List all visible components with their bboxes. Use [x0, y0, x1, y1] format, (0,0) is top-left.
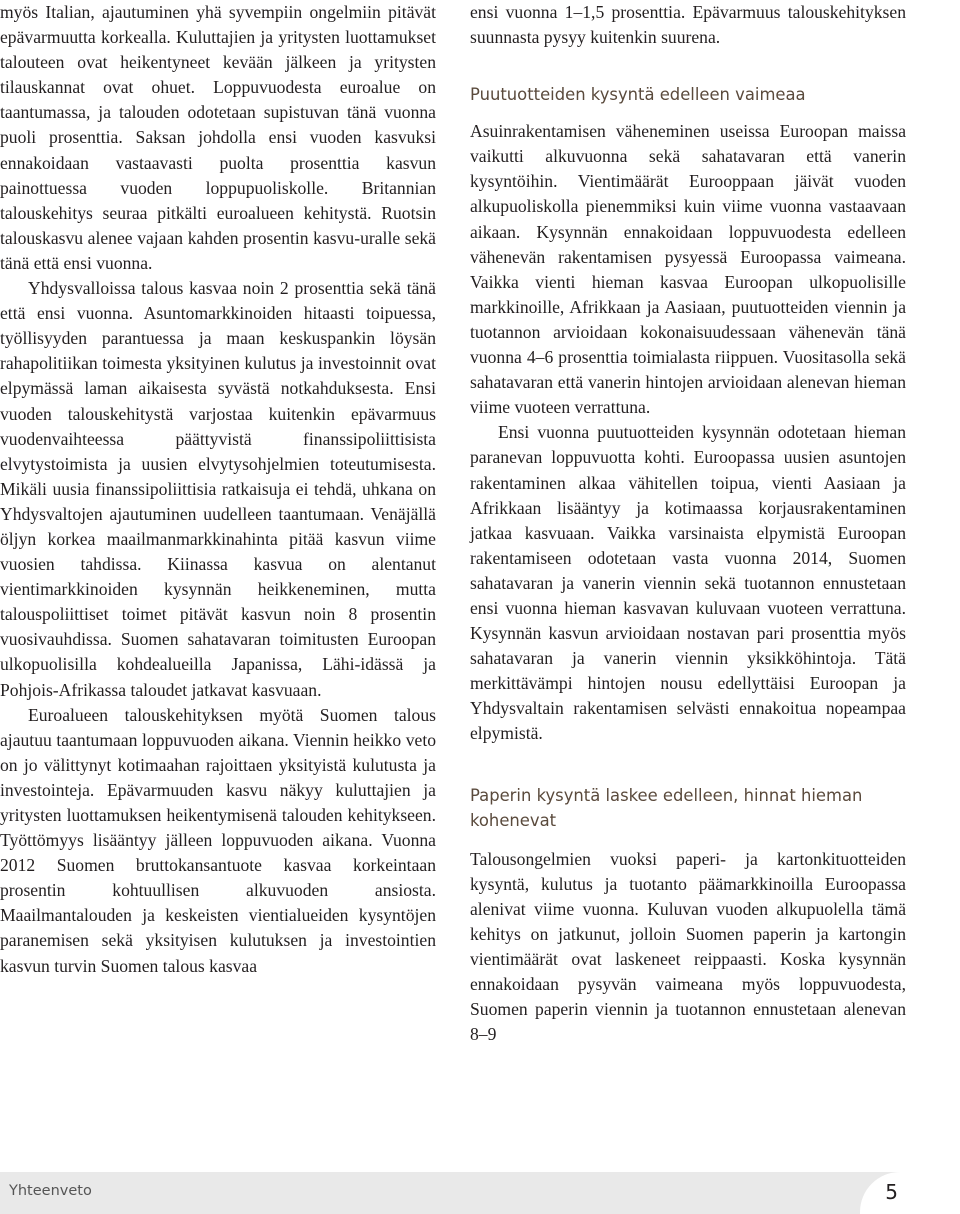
- paragraph: Euroalueen talouskehityksen myötä Suomen talous ajautuu taantumaan loppuvuoden aikana. Viennin heikko veto on jo välittynyt kotimaahan rajoittaen yksityistä kulutusta ja investointeja. Epävarmuuden kasvu näkyy kuluttajien ja yritysten luottamuksen heikentymisenä talouden kehitykseen. Työttömyys lisääntyy jälleen loppuvuoden aikana. Vuonna 2012 Suomen bruttokansantuote kasvaa korkeintaan prosentin kohtuullisen alkuvuoden ansiosta. Maailmantalouden ja keskeisten vientialueiden kysyntöjen paranemisen sekä yksityisen kulutuksen ja investointien kasvun turvin Suomen talous kasvaa: [0, 704, 436, 976]
- page-number-tab: [860, 1172, 960, 1214]
- paragraph: ensi vuonna 1–1,5 prosenttia. Epävarmuus talouskehityksen suunnasta pysyy kuitenkin suurena.: [470, 2, 906, 48]
- left-column: [0, 0, 436, 979]
- paragraph: Ensi vuonna puutuotteiden kysynnän odotetaan hieman paranevan loppuvuotta kohti. Euroopassa uusien asuntojen rakentaminen alkaa vähitellen toipua, vienti Aasiaan ja Afrikkaan lisääntyy ja kotimaassa korjausrakentaminen jatkaa kasvuaan. Vaikka varsinaista elpymistä Euroopan rakentamiseen odotetaan vasta vuonna 2014, Suomen sahatavaran ja vanerin viennin sekä tuotannon ennustetaan ensi vuonna hieman kasvavan kuluvaan vuoteen verrattuna. Kysynnän kasvun arvioidaan nostavan pari prosenttia myös sahatavaran ja vanerin viennin yksikköhintoja. Tätä merkittävämpi hintojen nousu edellyttäisi Euroopan ja Yhdysvaltain rakentamisen selvästi ennakoitua nopeampaa elpymistä.: [470, 422, 906, 744]
- footer-bar: [0, 1172, 960, 1214]
- page-number: 5: [885, 1180, 898, 1204]
- paragraph: myös Italian, ajautuminen yhä syvempiin ongelmiin pitävät epävarmuutta korkealla. Kuluttajien ja yritysten luottamukset talouteen ovat heikentyneet kevään jälkeen ja yritysten tilauskannat ovat ohuet. Loppuvuodesta euroalue on taantumassa, ja talouden odotetaan supistuvan tänä vuonna puoli prosenttia. Saksan johdolla ensi vuoden kasvuksi ennakoidaan vastaavasti puolta prosenttia kasvun painottuessa vuoden loppupuoliskolle. Britannian talouskehitys seuraa pitkälti euroalueen kehitystä. Ruotsin talouskasvu alenee vajaan kahden prosentin kasvu-uralle sekä tänä että ensi vuonna.: [0, 2, 436, 273]
- paragraph: Asuinrakentamisen väheneminen useissa Euroopan maissa vaikutti alkuvuonna sekä sahatavaran että vanerin kysyntöihin. Vientimäärät Eurooppaan jäivät vuoden alkupuoliskolla pienemmiksi kuin viime vuonna vastaavaan aikaan. Kysynnän ennakoidaan loppuvuodesta edelleen vähenevän rakentamisen pysyessä Euroopassa vaimeana. Vaikka vienti hieman kasvaa Euroopan ulkopuolisille markkinoille, Afrikkaan ja Aasiaan, puutuotteiden viennin ja tuotannon arvioidaan kokonaisuudessaan vähenevän tänä vuonna 4–6 prosenttia toimialasta riippuen. Vuositasolla sekä sahatavaran että vanerin hintojen arvioidaan alenevan hieman viime vuoteen verrattuna.: [470, 121, 906, 418]
- paragraph: Talousongelmien vuoksi paperi- ja kartonkituotteiden kysyntä, kulutus ja tuotanto päämarkkinoilla Euroopassa alenivat viime vuonna. Kuluvan vuoden alkupuolella tämä kehitys on jatkunut, jolloin Suomen paperin ja kartongin vientimäärät ovat laskeneet reippaasti. Koska kysynnän ennakoidaan pysyvän vaimeana myös loppuvuodesta, Suomen paperin viennin ja tuotannon ennustetaan alenevan 8–9: [470, 848, 906, 1045]
- footer-section-label: Yhteenveto: [9, 1183, 92, 1199]
- section-heading: Paperin kysyntä laskee edelleen, hinnat hieman kohenevat: [470, 785, 863, 830]
- right-column: [470, 0, 906, 1047]
- paragraph: Yhdysvalloissa talous kasvaa noin 2 prosenttia sekä tänä että ensi vuonna. Asuntomarkkinoiden hitaasti toipuessa, työllisyyden parantuessa ja maan keskuspankin löysän rahapolitiikan toimesta yksityinen kulutus ja investoinnit ovat elpymässä laman aikaisesta syvästä notkahduksesta. Ensi vuoden talouskehitystä varjostaa kuitenkin epävarmuus vuodenvaihteessa päättyvistä finanssipoliittisista elvytystoimista ja uusien elvytysohjelmien toteutumisesta. Mikäli uusia finanssipoliittisia ratkaisuja ei tehdä, uhkana on Yhdysvaltojen ajautuminen uudelleen taantumaan. Venäjällä öljyn korkea maailmanmarkkinahinta pitää kasvun viime vuosien tahdissa. Kiinassa kasvua on alentanut vientimarkkinoiden kysynnän heikkeneminen, mutta talouspoliittiset toimet pitävät kasvun noin 8 prosentin vuosivauhdissa. Suomen sahatavaran toimitusten Euroopan ulkopuolisilla kohdealueilla Japanissa, Lähi-idässä ja Pohjois-Afrikassa taloudet jatkavat kasvuaan.: [0, 278, 436, 700]
- section-heading: Puutuotteiden kysyntä edelleen vaimeaa: [470, 85, 806, 105]
